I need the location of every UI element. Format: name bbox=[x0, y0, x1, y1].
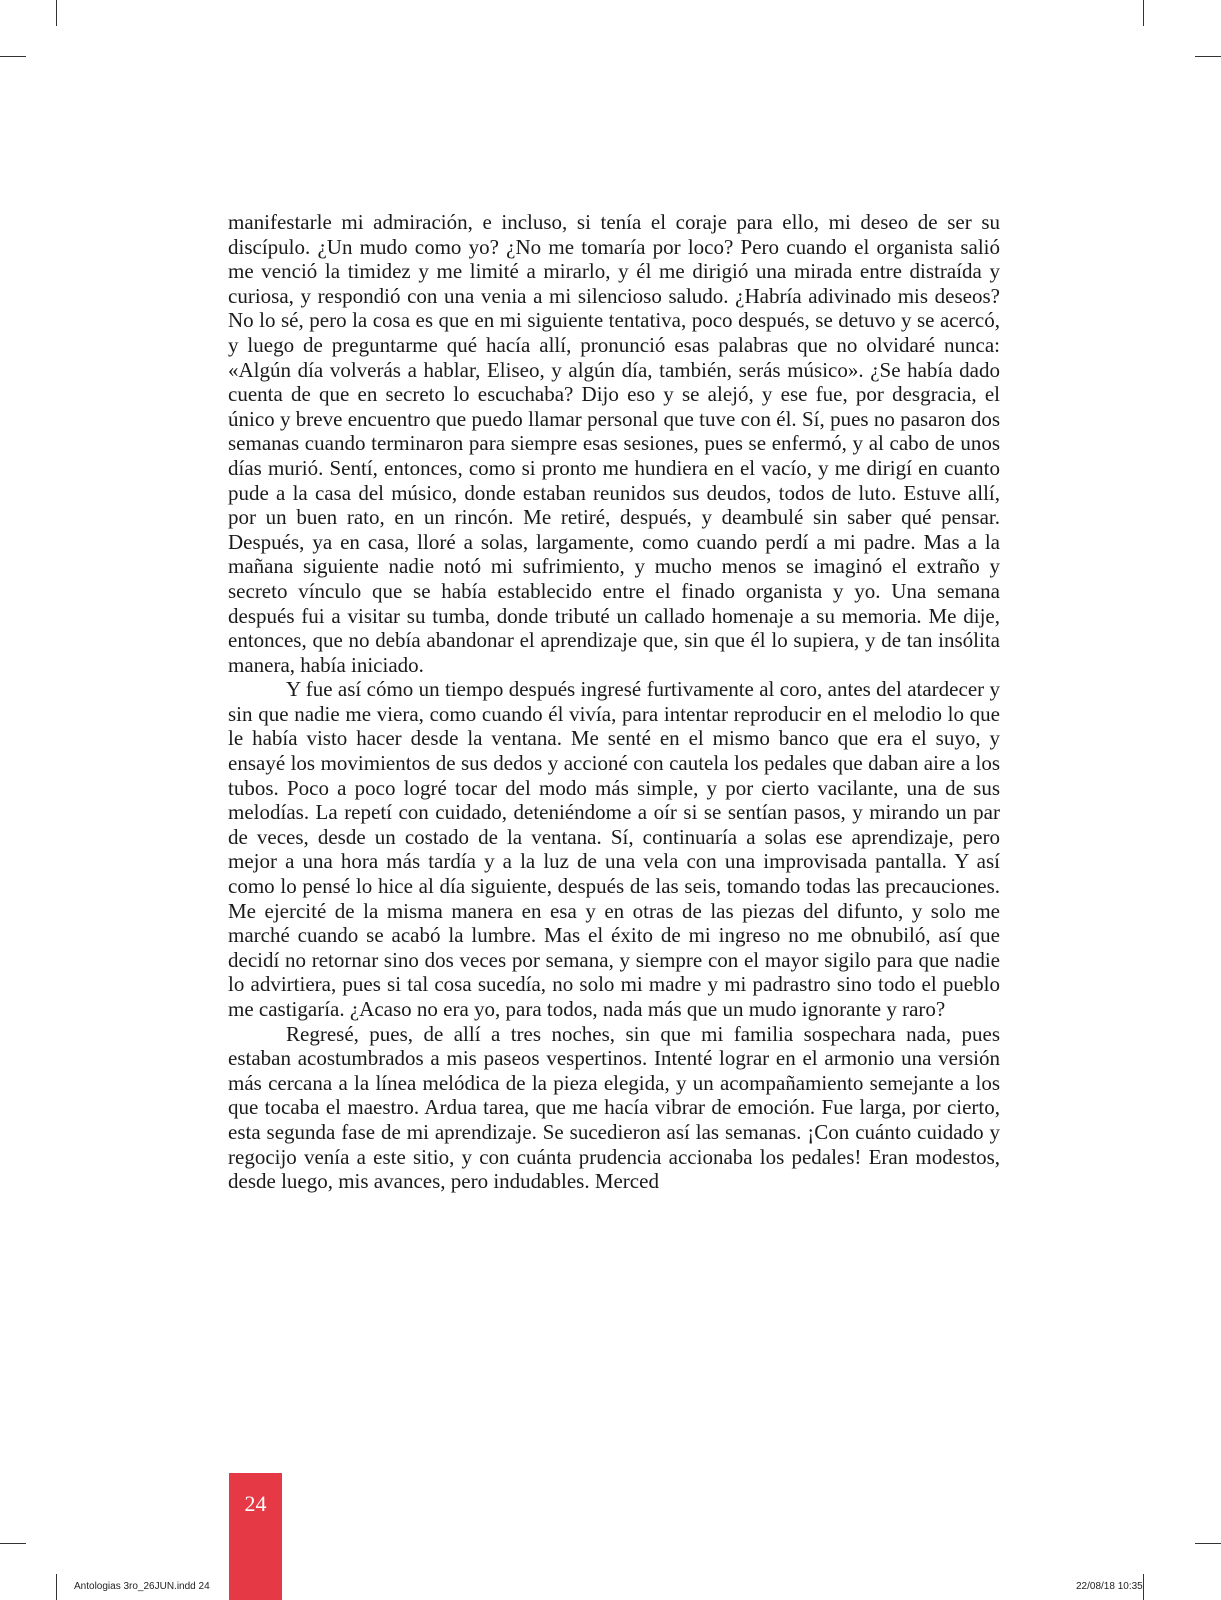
page-number: 24 bbox=[244, 1491, 267, 1516]
body-text bbox=[228, 210, 1000, 1194]
crop-mark-right-bottom bbox=[1195, 1543, 1221, 1544]
paragraph: manifestarle mi admiración, e incluso, si tenía el coraje para ello, mi deseo de ser su discípulo. ¿Un mudo como yo? ¿No me tomaría por loco? Pero cuando el organista salió me venció la timidez y me limité a mirarlo, y él me dirigió una mirada entre distraída y curiosa, y respondió con una venia a mi silencioso saludo. ¿Habría adivinado mis deseos? No lo sé, pero la cosa es que en mi siguiente tentativa, poco después, se detuvo y se acercó, y luego de preguntarme qué hacía allí, pronunció esas palabras que no olvidaré nunca: «Algún día volverás a hablar, Eliseo, y algún día, también, serás músico». ¿Se había dado cuenta de que en secreto lo escuchaba? Dijo eso y se alejó, y ese fue, por desgracia, el único y breve encuentro que puedo llamar personal que tuve con él. Sí, pues no pasaron dos semanas cuando terminaron para siempre esas sesiones, pues se enfermó, y al cabo de unos días murió. Sentí, entonces, como si pronto me hundiera en el vacío, y me dirigí en cuanto pude a la casa del músico, donde estaban reunidos sus deudos, todos de luto. Estuve allí, por un buen rato, en un rincón. Me retiré, después, y deambulé sin saber qué pensar. Después, ya en casa, lloré a solas, largamente, como cuando perdí a mi padre. Mas a la mañana siguiente nadie notó mi sufrimiento, y mucho menos se imaginó el extraño y secreto vínculo que se había establecido entre el finado organista y yo. Una semana después fui a visitar su tumba, donde tributé un callado homenaje a su memoria. Me dije, entonces, que no debía abandonar el aprendizaje que, sin que él lo supiera, y de tan insólita manera, había iniciado. bbox=[228, 210, 1000, 677]
paragraph: Y fue así cómo un tiempo después ingresé furtivamente al coro, antes del atardecer y sin que nadie me viera, como cuando él vivía, para intentar reproducir en el melodio lo que le había visto hacer desde la ventana. Me senté en el mismo banco que era el suyo, y ensayé los movimientos de sus dedos y accioné con cautela los pedales que daban aire a los tubos. Poco a poco logré tocar del modo más simple, y por cierto vacilante, una de sus melodías. La repetí con cuidado, deteniéndome a oír si se sentían pasos, y mirando un par de veces, desde un costado de la ventana. Sí, continuaría a solas ese aprendizaje, pero mejor a una hora más tardía y a la luz de una vela con una improvisada pantalla. Y así como lo pensé lo hice al día siguiente, después de las seis, tomando todas las precauciones. Me ejercité de la misma manera en esa y en otras de las piezas del difunto, y solo me marché cuando se acabó la lumbre. Mas el éxito de mi ingreso no me obnubiló, así que decidí no retornar sino dos veces por semana, y siempre con el mayor sigilo para que nadie lo advirtiera, pues si tal cosa sucedía, no solo mi madre y mi padrastro sino todo el pueblo me castigaría. ¿Acaso no era yo, para todos, nada más que un mudo ignorante y raro? bbox=[228, 677, 1000, 1021]
crop-mark-left-top bbox=[0, 56, 26, 57]
crop-mark-top-left bbox=[56, 0, 57, 26]
crop-mark-right-top bbox=[1195, 56, 1221, 57]
print-slug-filename: Antologias 3ro_26JUN.indd 24 bbox=[74, 1581, 210, 1592]
crop-mark-bottom-left bbox=[56, 1574, 57, 1600]
page-number-tab bbox=[229, 1473, 282, 1600]
crop-mark-top-right bbox=[1143, 0, 1144, 26]
crop-mark-left-bottom bbox=[0, 1543, 26, 1544]
crop-mark-bottom-right bbox=[1143, 1574, 1144, 1600]
paragraph: Regresé, pues, de allí a tres noches, sin que mi familia sospechara nada, pues estaban acostumbrados a mis paseos vespertinos. Intenté lograr en el armonio una versión más cercana a la línea melódica de la pieza elegida, y un acompañamiento semejante a los que tocaba el maestro. Ardua tarea, que me hacía vibrar de emoción. Fue larga, por cierto, esta segunda fase de mi aprendizaje. Se sucedieron así las semanas. ¡Con cuánto cuidado y regocijo venía a este sitio, y con cuánta prudencia accionaba los pedales! Eran modestos, desde luego, mis avances, pero indudables. Merced bbox=[228, 1021, 1000, 1194]
print-slug-datetime: 22/08/18 10:35 bbox=[1076, 1581, 1143, 1592]
